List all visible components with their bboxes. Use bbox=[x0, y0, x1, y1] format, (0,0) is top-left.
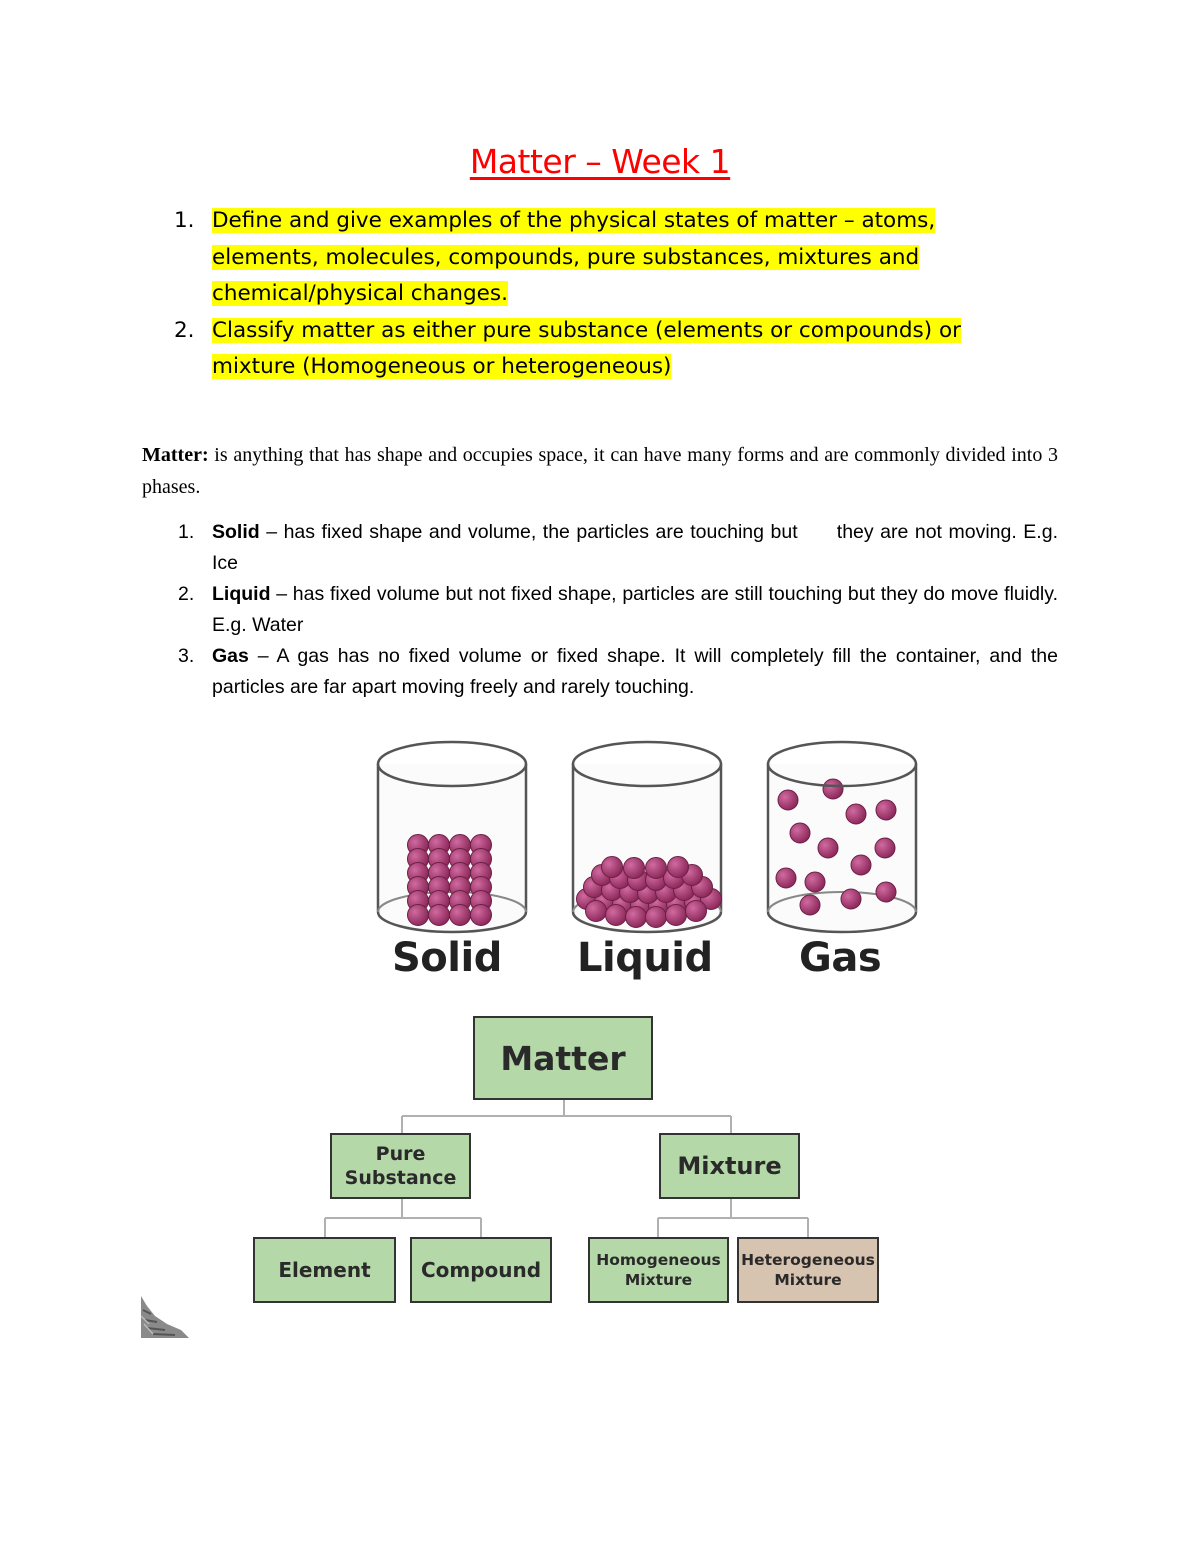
particle bbox=[666, 905, 687, 926]
phase-name: Gas bbox=[212, 645, 249, 667]
particle bbox=[823, 779, 843, 799]
objective-item bbox=[172, 203, 1002, 313]
compound-box: Compound bbox=[410, 1237, 552, 1303]
phase-number: 2. bbox=[178, 583, 195, 605]
matter-definition bbox=[142, 439, 1058, 503]
phase-number: 3. bbox=[178, 645, 195, 667]
definition-term: Matter: bbox=[142, 444, 209, 466]
particle bbox=[876, 800, 896, 820]
phase-item bbox=[142, 579, 1058, 641]
particle bbox=[408, 905, 429, 926]
pure-substance-box: Pure Substance bbox=[330, 1133, 471, 1199]
particle bbox=[776, 868, 796, 888]
page-title: Matter – Week 1 bbox=[469, 142, 731, 181]
particle bbox=[790, 823, 810, 843]
particle bbox=[626, 907, 647, 928]
heterogeneous-mixture-box: Heterogeneous Mixture bbox=[737, 1237, 879, 1303]
particle bbox=[686, 901, 707, 922]
particle bbox=[841, 889, 861, 909]
objective-number: 1. bbox=[174, 208, 195, 233]
particle bbox=[624, 858, 645, 879]
objective-number: 2. bbox=[174, 317, 195, 343]
solid-label: Solid bbox=[392, 935, 502, 981]
phase-name: Solid bbox=[212, 521, 260, 543]
definition-text: is anything that has shape and occupies space, it can have many forms and are commonly divided into 3 phases. bbox=[142, 444, 1058, 498]
particle bbox=[875, 838, 895, 858]
mixture-box: Mixture bbox=[659, 1133, 800, 1199]
objective-item bbox=[172, 313, 1002, 386]
phase-text: – has fixed volume but not fixed shape, particles are still touching but they do move fluidly. E.g. Water bbox=[212, 583, 1058, 636]
particle bbox=[818, 838, 838, 858]
particle bbox=[668, 857, 689, 878]
particle bbox=[800, 895, 820, 915]
gas-label: Gas bbox=[799, 935, 882, 981]
particle bbox=[851, 855, 871, 875]
particle bbox=[471, 905, 492, 926]
phase-item bbox=[142, 517, 1064, 579]
phases-list bbox=[142, 517, 1064, 703]
particle bbox=[846, 804, 866, 824]
objective-text: Classify matter as either pure substance (elements or compounds) or mixture (Homogeneous or heterogeneous) bbox=[212, 317, 961, 379]
particle bbox=[778, 790, 798, 810]
particle bbox=[429, 905, 450, 926]
image-fragment bbox=[141, 1290, 189, 1338]
particle bbox=[602, 857, 623, 878]
learning-objectives bbox=[172, 203, 1002, 386]
particle bbox=[646, 858, 667, 879]
particle bbox=[876, 882, 896, 902]
phase-text: – A gas has no fixed volume or fixed shape. It will completely fill the container, and the particles are far apart moving freely and rarely touching. bbox=[212, 645, 1058, 698]
phase-name: Liquid bbox=[212, 583, 271, 605]
objective-text: Define and give examples of the physical states of matter – atoms, elements, molecules, compounds, pure substances, mixtures and chemical/physical changes. bbox=[212, 208, 936, 306]
matter-box: Matter bbox=[473, 1016, 653, 1100]
homogeneous-mixture-box: Homogeneous Mixture bbox=[588, 1237, 729, 1303]
particle bbox=[606, 905, 627, 926]
liquid-label: Liquid bbox=[577, 935, 713, 981]
particle bbox=[805, 872, 825, 892]
particle bbox=[646, 907, 667, 928]
phase-number: 1. bbox=[178, 521, 195, 543]
element-box: Element bbox=[253, 1237, 396, 1303]
phase-item bbox=[142, 641, 1058, 703]
particle bbox=[450, 905, 471, 926]
phase-text: – has fixed shape and volume, the particles are touching but they are not moving. E.g. Ice bbox=[212, 521, 1064, 574]
particle bbox=[586, 901, 607, 922]
